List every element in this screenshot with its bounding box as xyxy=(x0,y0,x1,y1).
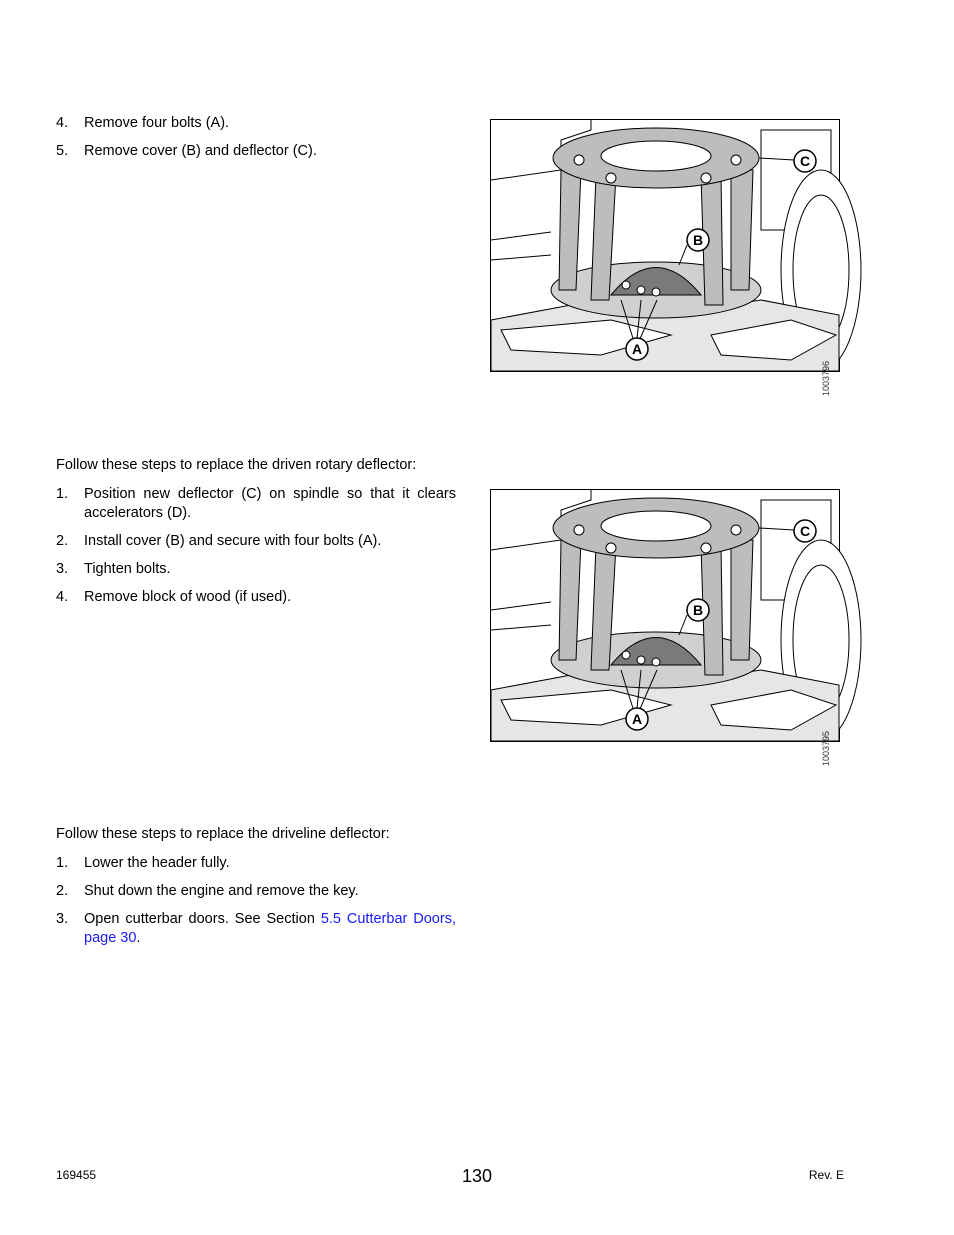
footer-revision: Rev. E xyxy=(808,1168,844,1182)
step-text: Shut down the engine and remove the key. xyxy=(84,883,359,899)
page-number: 130 xyxy=(461,1166,493,1186)
step-text: Tighten bolts. xyxy=(84,561,171,577)
step-text: Remove block of wood (if used). xyxy=(84,589,292,605)
step-item xyxy=(56,560,456,579)
step-number: 1. xyxy=(56,486,69,502)
step-text-before-link: Open cutterbar doors. See Section xyxy=(84,911,321,927)
figure-id: 1003796 xyxy=(821,361,831,397)
step-text: Lower the header fully. xyxy=(84,855,230,871)
step-item xyxy=(56,114,456,133)
callout-a: A xyxy=(631,711,643,727)
step-item xyxy=(56,882,456,901)
step-text: Position new deflector (C) on spindle so that it clears accelerators (D). xyxy=(84,486,456,521)
callout-c: C xyxy=(799,153,811,169)
figure-deflector-install xyxy=(490,489,840,767)
callout-a: A xyxy=(631,341,643,357)
callout-b: B xyxy=(692,602,704,618)
step-text: Remove four bolts (A). xyxy=(84,115,230,131)
callout-b: B xyxy=(692,232,704,248)
deflector-illustration xyxy=(491,120,839,371)
step-text xyxy=(84,910,456,948)
step-number: 1. xyxy=(56,855,69,871)
step-text-after-link: . xyxy=(136,930,141,946)
step-item xyxy=(56,854,456,873)
steps-replace-driveline-deflector xyxy=(56,825,456,957)
step-item xyxy=(56,588,456,607)
step-number: 3. xyxy=(56,911,69,927)
cross-reference-link[interactable]: 5.5 Cutterbar Doors, page 30 xyxy=(84,911,456,946)
step-number: 3. xyxy=(56,561,69,577)
procedure-intro: Follow these steps to replace the driveline deflector: xyxy=(56,826,390,842)
footer-doc-number: 169455 xyxy=(56,1168,97,1182)
step-text: Remove cover (B) and deflector (C). xyxy=(84,143,317,159)
figure-id: 1003795 xyxy=(821,731,831,767)
figure-deflector-removal xyxy=(490,119,840,397)
step-item xyxy=(56,532,456,551)
steps-replace-driven-deflector xyxy=(56,456,456,616)
step-item xyxy=(56,485,456,523)
step-text: Install cover (B) and secure with four bolts (A). xyxy=(84,533,382,549)
procedure-intro: Follow these steps to replace the driven rotary deflector: xyxy=(56,457,417,473)
step-number: 2. xyxy=(56,883,69,899)
step-item xyxy=(56,910,456,948)
step-number: 4. xyxy=(56,589,69,605)
step-number: 5. xyxy=(56,143,69,159)
step-number: 2. xyxy=(56,533,69,549)
steps-remove xyxy=(56,114,456,170)
step-number: 4. xyxy=(56,115,69,131)
step-item xyxy=(56,142,456,161)
deflector-illustration xyxy=(491,490,839,741)
callout-c: C xyxy=(799,523,811,539)
